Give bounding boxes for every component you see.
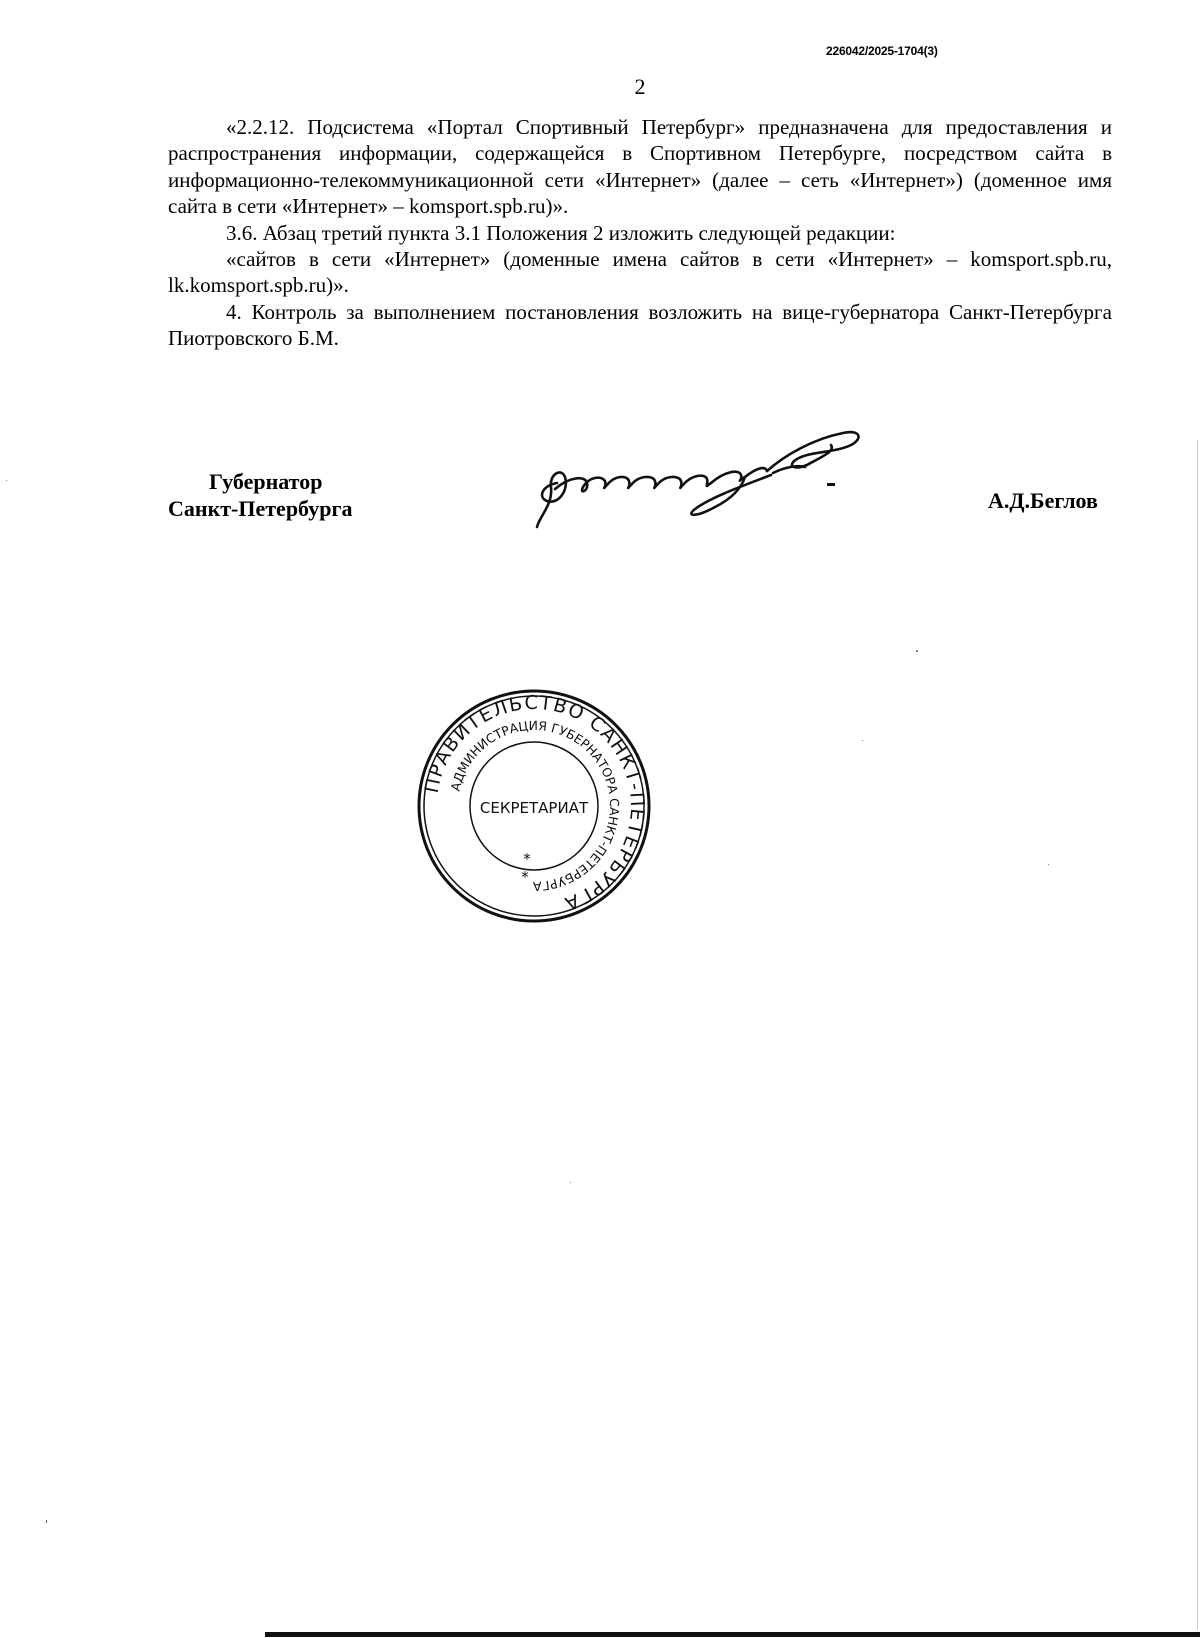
scan-speck xyxy=(916,650,918,652)
stamp-outer-text: ПРАВИТЕЛЬСТВО САНКТ-ПЕТЕРБУРГА xyxy=(420,691,649,915)
signatory-title-line1: Губернатор xyxy=(209,469,323,494)
scan-speck xyxy=(46,1520,47,1523)
official-round-stamp xyxy=(414,686,654,926)
scan-speck xyxy=(862,740,863,741)
stamp-inner-text: АДМИНИСТРАЦИЯ ГУБЕРНАТОРА САНКТ-ПЕТЕРБУРГА xyxy=(447,717,623,895)
paragraph-3-6-quote: «сайтов в сети «Интернет» (доменные имена сайтов в сети «Интернет» – komsport.spb.ru, lk.komsport.spb.ru)». xyxy=(168,247,1112,298)
paragraph-3-6: 3.6. Абзац третий пункта 3.1 Положения 2 изложить следующей редакции: xyxy=(226,220,896,245)
document-body xyxy=(168,114,1112,352)
document-registration-number: 226042/2025-1704(3) xyxy=(826,44,938,58)
paragraph-2-2-12: «2.2.12. Подсистема «Портал Спортивный Петербург» предназначена для предоставления и распространения информации, содержащейся в Спортивном Петербурге, посредством сайта в информационно-телекоммуникационной сети «Интернет» (далее – сеть «Интернет») (доменное имя сайта в сети «Интернет» – komsport.spb.ru)». xyxy=(168,115,1112,219)
scan-speck xyxy=(6,480,7,481)
scan-speck xyxy=(570,1182,571,1183)
signatory-title-line2: Санкт-Петербурга xyxy=(168,496,353,521)
stamp-star-icon: * xyxy=(523,850,531,868)
scan-speck xyxy=(1048,864,1049,865)
scan-bottom-edge xyxy=(265,1632,1200,1637)
paragraph-4-control: 4. Контроль за выполнением постановления возложить на вице-губернатора Санкт-Петербурга Пиотровского Б.М. xyxy=(168,299,1112,351)
handwritten-signature xyxy=(535,425,865,535)
scan-edge-line xyxy=(1197,440,1198,1630)
page-number: 2 xyxy=(634,74,646,99)
stamp-center-text: СЕКРЕТАРИАТ xyxy=(479,799,589,817)
signatory-title xyxy=(168,468,352,522)
stamp-star-icon: * xyxy=(521,868,529,886)
signatory-name: А.Д.Беглов xyxy=(988,488,1098,513)
